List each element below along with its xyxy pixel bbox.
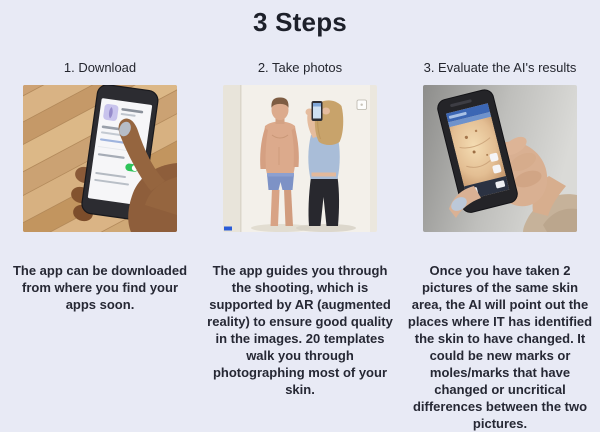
page-title: 3 Steps	[253, 7, 347, 37]
steps-row	[0, 38, 600, 432]
step-evaluate	[400, 38, 600, 432]
step-2-description: The app guides you through the shooting, which is supported by AR (augmented reality) to ensure good quality in the images. 20 templates walk you through photographing most of your skin.	[207, 263, 393, 397]
download-photo	[23, 85, 177, 232]
phone-skin-analysis-illustration	[423, 85, 577, 232]
step-2-heading: 2. Take photos	[257, 60, 343, 75]
step-1-description: The app can be downloaded from where you find your apps soon.	[12, 263, 188, 312]
step-take-photos	[200, 38, 400, 432]
woman-photographing-man-illustration	[223, 85, 377, 232]
step-download	[0, 38, 200, 432]
evaluate-photo	[423, 85, 577, 232]
blue-corner-mark	[224, 227, 232, 231]
step-3-description: Once you have taken 2 pictures of the same skin area, the AI will point out the places where IT has identified the skin to have changed. It could be new marks or moles/marks that have changed or uncritical differences between the two pictures.	[407, 263, 593, 431]
step-1-heading: 1. Download	[63, 60, 137, 75]
hand-holding-phone-illustration	[23, 85, 177, 232]
step-3-heading: 3. Evaluate the AI's results	[423, 60, 577, 75]
take-photos-photo	[223, 85, 377, 232]
